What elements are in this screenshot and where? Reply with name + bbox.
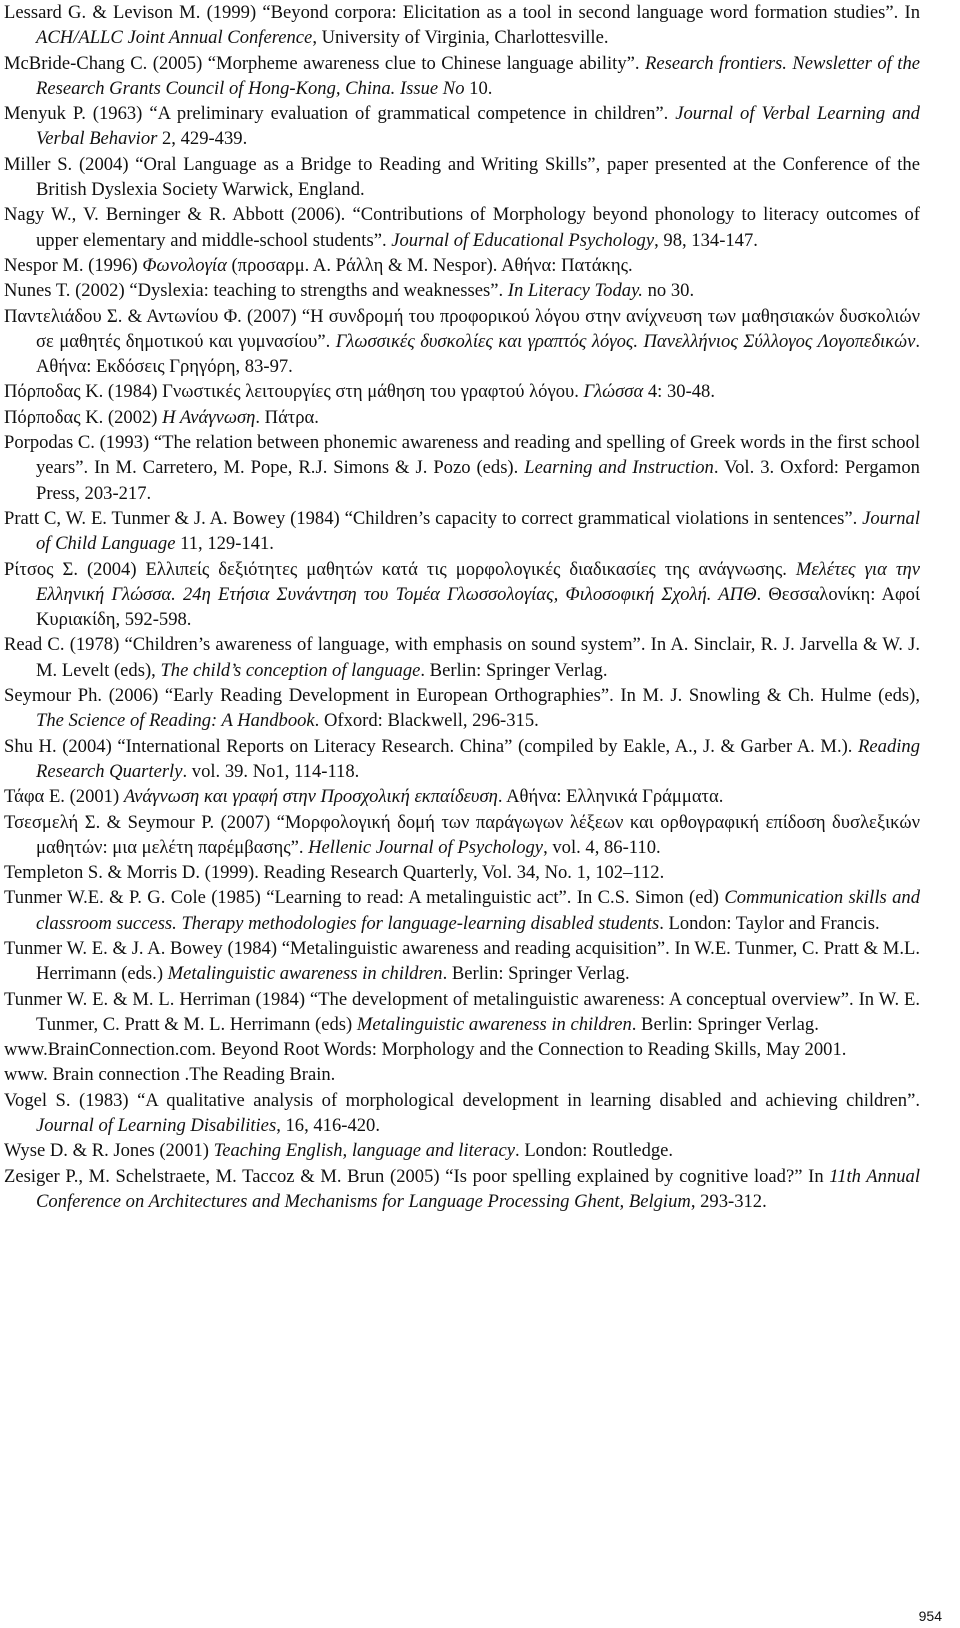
reference-text: Παντελιάδου Σ. & Αντωνίου Φ. (2007) “Η συνδρομή του προφορικού λόγου στην ανίχνευση των μαθησιακών δυσκολιών σε μαθητές δημοτικού και γυμνασίου”. — [4, 305, 920, 352]
reference-italic-text: Journal of Learning Disabilities — [36, 1115, 277, 1137]
reference-entry — [4, 1062, 920, 1087]
reference-entry — [4, 152, 920, 203]
reference-text: Πόρποδας Κ. (1984) Γνωστικές λειτουργίες στη μάθηση του γραφτού λόγου. — [4, 381, 584, 403]
reference-italic-text: The Science of Reading: A Handbook — [36, 710, 315, 732]
reference-italic-text: Ανάγνωση και γραφή στην Προσχολική εκπαίδευση — [123, 786, 498, 808]
reference-entry — [4, 683, 920, 734]
reference-entry — [4, 0, 920, 51]
reference-text: 10. — [464, 77, 493, 99]
reference-entry — [4, 885, 920, 936]
reference-text: . Θεσσαλονίκη: Αφοί Κυριακίδη, 592-598. — [36, 583, 920, 631]
reference-text: . Vol. 3. Oxford: Pergamon Press, 203-217. — [36, 457, 920, 504]
reference-entry — [4, 860, 920, 885]
reference-text: . Πάτρα. — [255, 406, 319, 428]
reference-text: www.BrainConnection.com. Beyond Root Words: Morphology and the Connection to Reading Skills, May 2001. — [4, 1039, 847, 1061]
reference-entry — [4, 405, 920, 430]
reference-text: , University of Virginia, Charlottesville. — [312, 27, 609, 49]
reference-entry — [4, 1037, 920, 1062]
reference-text: Templeton S. & Morris D. (1999). Reading Research Quarterly, Vol. 34, No. 1, 102–112. — [4, 862, 665, 884]
reference-entry — [4, 379, 920, 404]
reference-italic-text: Metalinguistic awareness in children — [167, 963, 443, 985]
reference-text: Shu H. (2004) “International Reports on Literacy Research. China” (compiled by Eakle, A., J. & Garber A. M.). — [4, 735, 859, 757]
reference-text: 2, 429-439. — [157, 128, 248, 150]
reference-italic-text: Μελέτες για την Ελληνική Γλώσσα. 24η Ετήσια Συνάντηση του Τομέα Γλωσσολογίας, Φιλοσοφική Σχολή. ΑΠΘ — [36, 558, 920, 605]
reference-entry — [4, 734, 920, 785]
reference-text: Menyuk P. (1963) “A preliminary evaluation of grammatical competence in children”. — [4, 103, 676, 125]
reference-italic-text: In Literacy Today. — [507, 280, 643, 302]
reference-italic-text: ACH/ALLC Joint Annual Conference — [36, 27, 313, 49]
reference-italic-text: Η Ανάγνωση — [162, 406, 256, 428]
reference-text: Seymour Ph. (2006) “Early Reading Development in European Orthographies”. In M. J. Snowling & Ch. Hulme (eds), — [4, 685, 920, 707]
reference-italic-text: Communication skills and classroom success. Therapy methodologies for language-learning disabled students — [36, 887, 920, 934]
reference-italic-text: 11th Annual Conference on Architectures and Mechanisms for Language Processing Ghent, Belgium — [36, 1165, 920, 1212]
reference-entry — [4, 632, 920, 683]
reference-italic-text: Journal of Educational Psychology — [391, 229, 655, 251]
reference-text: Wyse D. & R. Jones (2001) — [4, 1140, 214, 1162]
reference-italic-text: Metalinguistic awareness in children — [356, 1013, 632, 1035]
reference-text: Miller S. (2004) “Oral Language as a Bridge to Reading and Writing Skills”, paper presented at the Conference of the British Dyslexia Society Warwick, England. — [4, 153, 920, 201]
reference-text: 4: 30-48. — [643, 381, 716, 403]
reference-entry — [4, 430, 920, 506]
reference-text: Zesiger P., M. Schelstraete, M. Taccoz & M. Brun (2005) “Is poor spelling explained by cognitive load?” In — [4, 1165, 830, 1187]
reference-entry — [4, 278, 920, 303]
reference-entry — [4, 202, 920, 253]
reference-entry — [4, 1088, 920, 1139]
reference-text: Τσεσμελή Σ. & Seymour P. (2007) “Μορφολογική δομή των παράγωγων λέξεων και ορθογραφική επίδοση δυσλεξικών μαθητών: μια μελέτη παρέμβασης”. — [4, 811, 920, 858]
reference-italic-text: Learning and Instruction — [524, 457, 714, 479]
reference-italic-text: Γλωσσικές δυσκολίες και γραπτός λόγος. Πανελλήνιος Σύλλογος Λογοπεδικών — [335, 330, 916, 352]
reference-list — [4, 0, 920, 1214]
reference-text: . Berlin: Springer Verlag. — [420, 659, 608, 681]
reference-text: Tunmer W. E. & J. A. Bowey (1984) “Metalinguistic awareness and reading acquisition”. In W.E. Tunmer, C. Pratt & M.L. Herrimann (eds.) — [4, 937, 920, 985]
reference-text: . Ofxord: Blackwell, 296-315. — [314, 710, 539, 732]
reference-text: no 30. — [642, 280, 695, 302]
reference-text: Porpodas C. (1993) “The relation between phonemic awareness and reading and spelling of Greek words in the first school years”. In M. Carretero, M. Pope, R.J. Simons & J. Pozo (eds). — [4, 432, 920, 479]
reference-entry — [4, 304, 920, 380]
reference-entry — [4, 51, 920, 102]
reference-text: . Berlin: Springer Verlag. — [631, 1013, 819, 1035]
reference-text: . London: Routledge. — [515, 1140, 674, 1162]
reference-entry — [4, 101, 920, 152]
reference-italic-text: Teaching English, language and literacy — [213, 1140, 516, 1162]
reference-text: . Αθήνα: Ελληνικά Γράμματα. — [497, 786, 724, 808]
reference-text: Πόρποδας Κ. (2002) — [4, 406, 163, 428]
reference-entry — [4, 1138, 920, 1163]
reference-entry — [4, 253, 920, 278]
reference-italic-text: Journal of Child Language — [36, 507, 920, 555]
reference-text: Pratt C, W. E. Tunmer & J. A. Bowey (1984) “Children’s capacity to correct grammatical violations in sentences”. — [4, 507, 863, 529]
reference-entry — [4, 557, 920, 633]
reference-italic-text: Research frontiers. Newsletter of the Research Grants Council of Hong-Kong, China. Issue No — [36, 52, 920, 99]
reference-text: Tunmer W. E. & M. L. Herriman (1984) “The development of metalinguistic awareness: A conceptual overview”. In W. E. Tunmer, C. Pratt & M. L. Herrimann (eds) — [4, 988, 920, 1035]
page-number: 954 — [918, 1608, 942, 1624]
reference-text: (προσαρμ. Α. Ράλλη & Μ. Nespor). Αθήνα: Πατάκης. — [226, 254, 633, 276]
reference-text: , vol. 4, 86-110. — [543, 836, 661, 858]
reference-italic-text: Journal of Verbal Learning and Verbal Behavior — [36, 103, 920, 150]
reference-text: , 98, 134-147. — [654, 229, 758, 251]
reference-text: Τάφα Ε. (2001) — [4, 786, 124, 808]
reference-text: Nagy W., V. Berninger & R. Abbott (2006). “Contributions of Morphology beyond phonology to literacy outcomes of upper elementary and middle-school students”. — [4, 204, 920, 251]
reference-entry — [4, 987, 920, 1038]
reference-text: . Αθήνα: Εκδόσεις Γρηγόρη, 83-97. — [36, 330, 920, 378]
reference-text: www. Brain connection .The Reading Brain. — [4, 1064, 336, 1086]
reference-text: Tunmer W.E. & P. G. Cole (1985) “Learning to read: A metalinguistic act”. In C.S. Simon (ed) — [4, 887, 725, 909]
reference-italic-text: Φωνολογία — [142, 254, 227, 276]
reference-text: Lessard G. & Levison M. (1999) “Beyond corpora: Elicitation as a tool in second language word formation studies”. In — [4, 2, 920, 23]
reference-text: Ρίτσος Σ. (2004) Ελλιπείς δεξιότητες μαθητών κατά τις μορφολογικές διαδικασίες της ανάγνωσης. — [4, 558, 796, 580]
reference-text: Vogel S. (1983) “A qualitative analysis of morphological development in learning disabled and achieving children”. — [4, 1089, 920, 1111]
reference-text: McBride-Chang C. (2005) “Morpheme awareness clue to Chinese language ability”. — [4, 52, 645, 74]
reference-text: Nespor M. (1996) — [4, 254, 143, 276]
reference-italic-text: Reading Research Quarterly — [36, 735, 920, 782]
reference-entry — [4, 1164, 920, 1215]
reference-entry — [4, 784, 920, 809]
reference-text: 11, 129-141. — [175, 533, 274, 555]
reference-italic-text: Hellenic Journal of Psychology — [308, 836, 544, 858]
reference-text: . London: Taylor and Francis. — [659, 912, 880, 934]
reference-text: . Berlin: Springer Verlag. — [442, 963, 630, 985]
reference-text: , 16, 416-420. — [276, 1115, 380, 1137]
reference-text: , 293-312. — [690, 1190, 767, 1212]
reference-text: Read C. (1978) “Children’s awareness of language, with emphasis on sound system”. In A. Sinclair, R. J. Jarvella & W. J. M. Levelt (eds), — [4, 634, 920, 681]
reference-entry — [4, 506, 920, 557]
reference-italic-text: The child’s conception of language — [160, 659, 421, 681]
reference-text: . vol. 39. No1, 114-118. — [182, 760, 360, 782]
reference-entry — [4, 810, 920, 861]
reference-italic-text: Γλώσσα — [583, 381, 644, 403]
reference-text: Nunes T. (2002) “Dyslexia: teaching to strengths and weaknesses”. — [4, 280, 508, 302]
reference-entry — [4, 936, 920, 987]
